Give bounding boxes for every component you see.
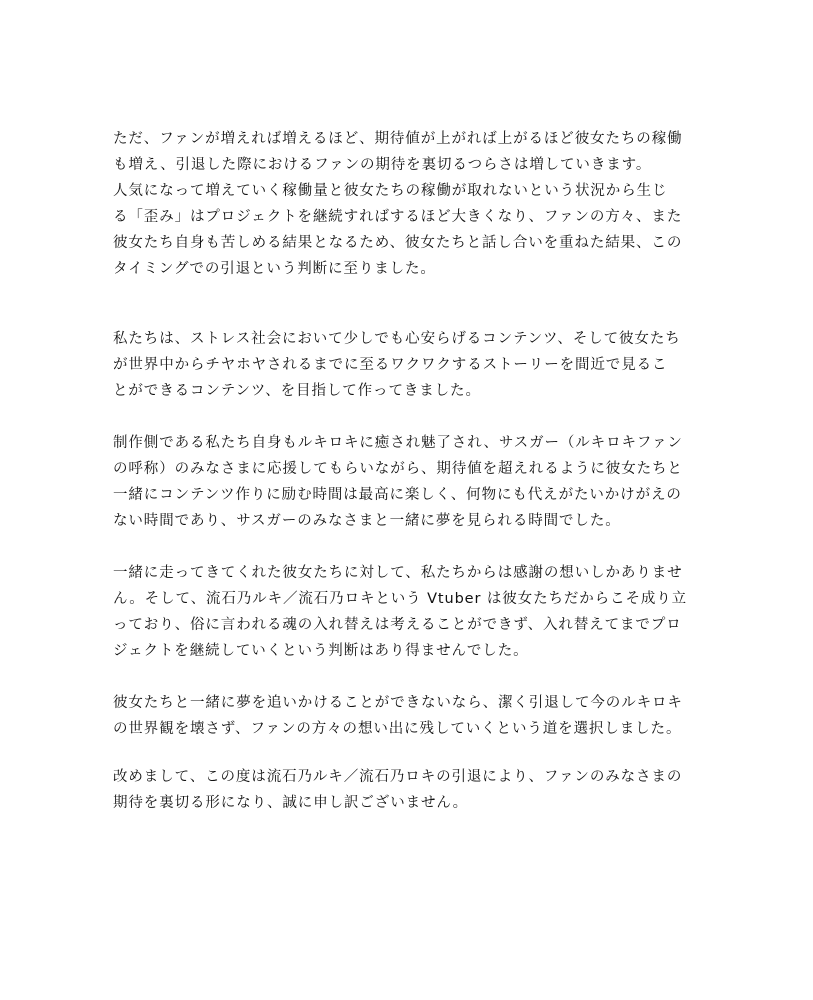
text-line: 制作側である私たち自身もルキロキに癒され魅了され、サスガー（ルキロキファン xyxy=(113,435,683,451)
text-line: ない時間であり、サスガーのみなさまと一緒に夢を見られる時間でした。 xyxy=(113,513,621,529)
document-body xyxy=(113,126,703,816)
text-line: 彼女たちと一緒に夢を追いかけることができないなら、潔く引退して今のルキロキ xyxy=(113,695,683,711)
paragraph-spacer xyxy=(113,664,703,690)
text-line: ジェクトを継続していくという判断はあり得ませんでした。 xyxy=(113,643,529,659)
text-line: 彼女たち自身も苦しめる結果となるため、彼女たちと話し合いを重ねた結果、この xyxy=(113,235,683,251)
text-line: 私たちは、ストレス社会において少しでも心安らげるコンテンツ、そして彼女たち xyxy=(113,331,681,347)
paragraph-1 xyxy=(113,126,703,282)
text-line: 改めまして、この度は流石乃ルキ／流石乃ロキの引退により、ファンのみなさまの xyxy=(113,769,683,785)
paragraph-spacer xyxy=(113,534,703,560)
text-line: 一緒にコンテンツ作りに励む時間は最高に楽しく、何物にも代えがたいかけがえの xyxy=(113,487,682,503)
paragraph-6 xyxy=(113,764,703,816)
paragraph-spacer xyxy=(113,742,703,764)
paragraph-4 xyxy=(113,560,703,664)
paragraph-spacer xyxy=(113,404,703,430)
text-line: が世界中からチヤホヤされるまでに至るワクワクするストーリーを間近で見るこ xyxy=(113,357,668,373)
paragraph-3 xyxy=(113,430,703,534)
text-line: 人気になって増えていく稼働量と彼女たちの稼働が取れないという状況から生じ xyxy=(113,183,668,199)
text-line: も増え、引退した際におけるファンの期待を裏切るつらさは増していきます。 xyxy=(113,157,652,173)
text-line: っており、俗に言われる魂の入れ替えは考えることができず、入れ替えてまでプロ xyxy=(113,617,682,633)
text-line: る「歪み」はプロジェクトを継続すればするほど大きくなり、ファンの方々、また xyxy=(113,209,683,225)
paragraph-2 xyxy=(113,326,703,404)
text-line: 一緒に走ってきてくれた彼女たちに対して、私たちからは感謝の想いしかありませ xyxy=(113,565,683,581)
paragraph-5 xyxy=(113,690,703,742)
text-line: タイミングでの引退という判断に至りました。 xyxy=(113,261,436,277)
text-line: ん。そして、流石乃ルキ／流石乃ロキという Vtuber は彼女たちだからこそ成り立 xyxy=(113,591,688,607)
text-line: の世界観を壊さず、ファンの方々の想い出に残していくという道を選択しました。 xyxy=(113,721,682,737)
text-line: の呼称）のみなさまに応援してもらいながら、期待値を超えれるように彼女たちと xyxy=(113,461,683,477)
text-line: とができるコンテンツ、を目指して作ってきました。 xyxy=(113,383,481,399)
text-line: ただ、ファンが増えれば増えるほど、期待値が上がれば上がるほど彼女たちの稼働 xyxy=(113,131,683,147)
text-line: 期待を裏切る形になり、誠に申し訳ございません。 xyxy=(113,795,469,811)
paragraph-spacer xyxy=(113,282,703,326)
